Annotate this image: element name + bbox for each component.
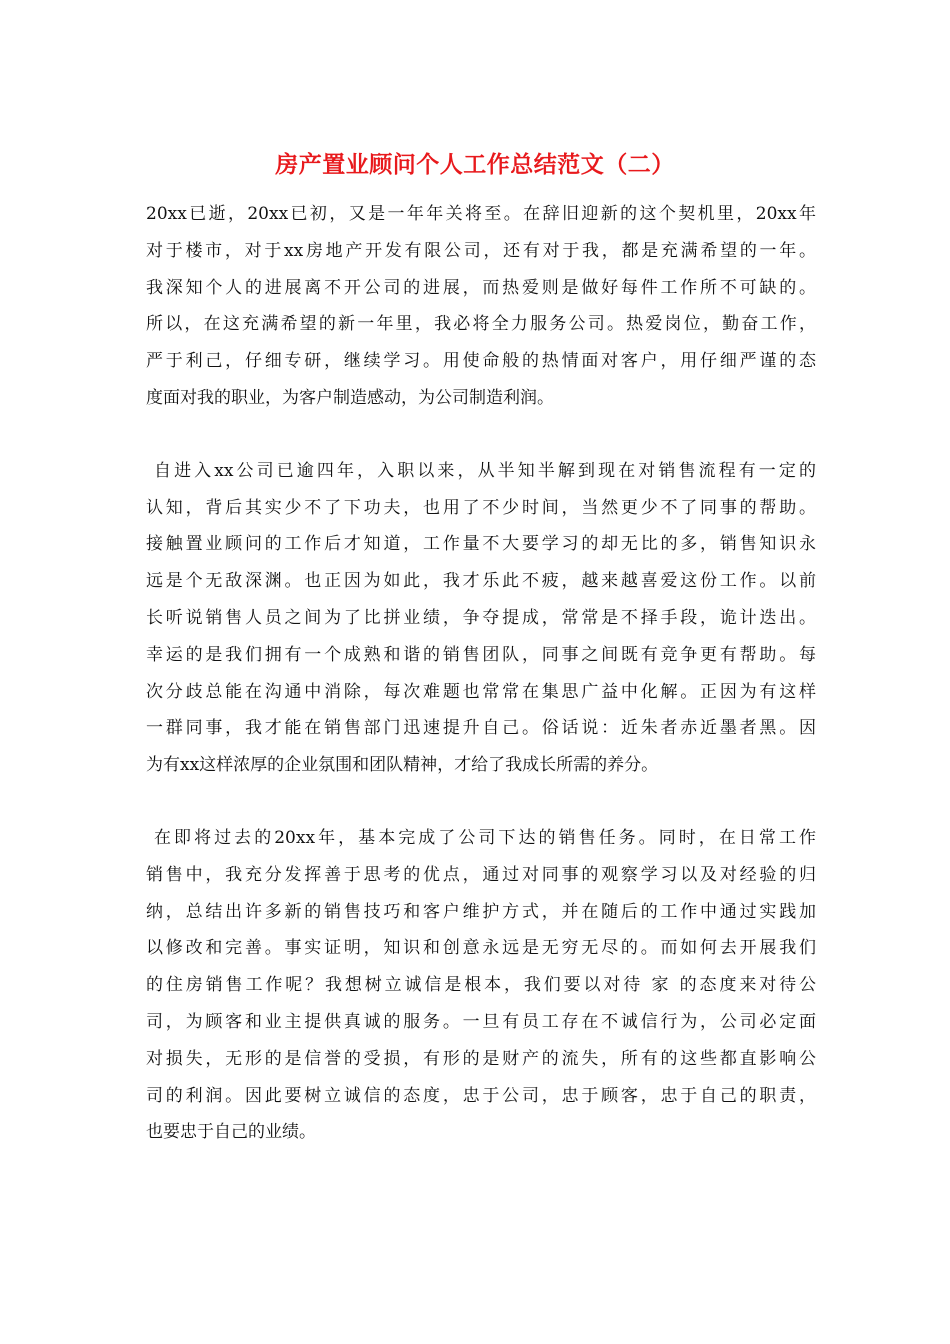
text-line: 也要忠于自己的业绩。 <box>146 1122 316 1143</box>
text-line: 我深知个人的进展离不开公司的进展，而热爱则是做好每件工作所不可缺的。 <box>146 277 816 298</box>
text-line: 对损失，无形的是信誉的受损，有形的是财产的流失，所有的这些都直影响公 <box>146 1048 816 1069</box>
text-line: 的住房销售工作呢？我想树立诚信是根本，我们要以对待 家 的态度来对待公 <box>146 975 816 996</box>
text-line: 所以，在这充满希望的新一年里，我必将全力服务公司。热爱岗位，勤奋工作， <box>146 314 816 335</box>
text-line: 自进入xx公司已逾四年，入职以来，从半知半解到现在对销售流程有一定的 <box>154 460 816 481</box>
text-line: 纳，总结出许多新的销售技巧和客户维护方式，并在随后的工作中通过实践加 <box>146 901 816 922</box>
paragraph-2 <box>146 453 816 784</box>
text-line: 一群同事，我才能在销售部门迅速提升自己。俗话说：近朱者赤近墨者黑。因 <box>146 718 816 739</box>
text-line: 销售中，我充分发挥善于思考的优点，通过对同事的观察学习以及对经验的归 <box>146 864 816 885</box>
text-line: 以修改和完善。事实证明，知识和创意永远是无穷无尽的。而如何去开展我们 <box>146 938 816 959</box>
paragraph-3 <box>146 820 816 1151</box>
text-line: 司，为顾客和业主提供真诚的服务。一旦有员工存在不诚信行为，公司必定面 <box>146 1011 816 1032</box>
text-line: 接触置业顾问的工作后才知道，工作量不大要学习的却无比的多，销售知识永 <box>146 534 816 555</box>
text-line: 长听说销售人员之间为了比拼业绩，争夺提成，常常是不择手段，诡计迭出。 <box>146 607 816 628</box>
text-line: 认知，背后其实少不了下功夫，也用了不少时间，当然更少不了同事的帮助。 <box>146 497 816 518</box>
text-line: 在即将过去的20xx年，基本完成了公司下达的销售任务。同时，在日常工作 <box>154 827 816 848</box>
text-line: 司的利润。因此要树立诚信的态度，忠于公司，忠于顾客，忠于自己的职责， <box>146 1085 816 1106</box>
text-line: 次分歧总能在沟通中消除，每次难题也常常在集思广益中化解。正因为有这样 <box>146 681 816 702</box>
text-line: 严于利己，仔细专研，继续学习。用使命般的热情面对客户，用仔细严谨的态 <box>146 351 816 372</box>
document-title: 房产置业顾问个人工作总结范文（二） <box>275 151 675 178</box>
document-body <box>146 196 816 1187</box>
text-line: 20xx已逝，20xx已初，又是一年年关将至。在辞旧迎新的这个契机里，20xx年 <box>146 204 816 224</box>
text-line: 为有xx这样浓厚的企业氛围和团队精神，才给了我成长所需的养分。 <box>146 755 659 776</box>
text-line: 对于楼市，对于xx房地产开发有限公司，还有对于我，都是充满希望的一年。 <box>146 240 816 261</box>
text-line: 度面对我的职业，为客户制造感动，为公司制造利润。 <box>146 387 554 408</box>
paragraph-1 <box>146 196 816 417</box>
text-line: 幸运的是我们拥有一个成熟和谐的销售团队，同事之间既有竞争更有帮助。每 <box>146 644 816 665</box>
text-line: 远是个无敌深渊。也正因为如此，我才乐此不疲，越来越喜爱这份工作。以前 <box>146 571 816 592</box>
